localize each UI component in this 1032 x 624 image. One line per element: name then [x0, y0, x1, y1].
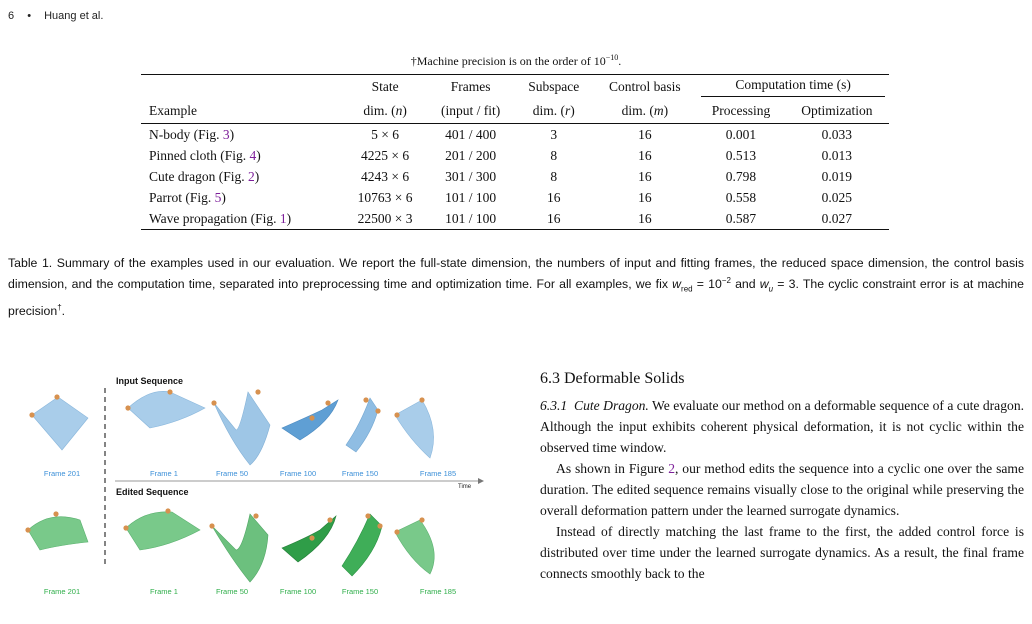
summary-table	[141, 74, 889, 230]
header-authors: Huang et al.	[44, 10, 104, 22]
table-row: Wave propagation (Fig. 1) 22500 × 3 101 / 100 16 16 0.587 0.027	[141, 208, 889, 230]
blue-cloth-frame-150	[346, 397, 381, 452]
running-header	[8, 10, 113, 22]
green-cloth-frame-185	[394, 517, 434, 574]
paragraph-1: 6.3.1 Cute Dragon. We evaluate our method on a deformable sequence of a cute dragon. Although the input exhibits coherent physical deformation, it is not cyclic within the observed time window.	[540, 398, 1025, 455]
frame-label-green-150: Frame 150	[341, 587, 379, 596]
blue-cloth-frame-1	[125, 389, 205, 428]
frame-label-green-201: Frame 201	[43, 587, 81, 596]
frame-label-blue-50: Frame 50	[215, 469, 249, 478]
table-row: Cute dragon (Fig. 2) 4243 × 6 301 / 300 8 16 0.798 0.019	[149, 168, 853, 184]
col-example: Example	[149, 103, 197, 118]
time-axis-label: Time	[458, 484, 472, 490]
col-frames-1: Frames	[426, 75, 514, 100]
blue-cloth-frame-100	[282, 400, 338, 440]
section-text	[540, 368, 1024, 584]
blue-cloth-frame-50	[211, 389, 270, 465]
col-state-1: State	[344, 75, 427, 100]
frame-label-green-1: Frame 1	[150, 587, 178, 596]
table-header-row-1	[141, 75, 889, 100]
green-cloth-frame-50	[209, 513, 268, 582]
table-header-row-2	[141, 99, 889, 124]
table-row: Pinned cloth (Fig. 4) 4225 × 6 201 / 200 8 16 0.513 0.013	[149, 147, 853, 163]
green-cloth-frame-1	[123, 508, 200, 550]
frame-label-blue-1: Frame 1	[150, 469, 178, 478]
fig-link[interactable]: 3	[222, 126, 230, 142]
col-frames-2: (input / fit)	[441, 103, 501, 118]
fig-link[interactable]: 4	[249, 147, 257, 163]
table-row: Parrot (Fig. 5) 10763 × 6 101 / 100 16 16 0.558 0.025	[149, 189, 853, 205]
green-cloth-frame-100	[282, 516, 336, 562]
table-row: N-body (Fig. 3) 5 × 6 401 / 400 3 16 0.001 0.033	[141, 124, 889, 146]
col-control-1: Control basis	[593, 75, 698, 100]
col-control-2: dim. (m)	[621, 103, 669, 118]
frame-label-blue-185: Frame 185	[419, 469, 457, 478]
col-subspace-1: Subspace	[515, 75, 593, 100]
frame-label-blue-150: Frame 150	[341, 469, 379, 478]
input-sequence-label: Input Sequence	[116, 376, 184, 386]
fig-link[interactable]: 5	[214, 189, 222, 205]
frame-label-blue-201: Frame 201	[43, 469, 81, 478]
dragon-figure	[0, 370, 490, 624]
col-state-2: dim. (n)	[363, 103, 407, 118]
green-cloth-frame-150	[342, 513, 383, 576]
frame-label-blue-100: Frame 100	[279, 469, 317, 478]
cloth-sequence-illustration	[0, 370, 490, 624]
edited-sequence-label: Edited Sequence	[116, 487, 189, 497]
fig-link[interactable]: 2	[248, 168, 255, 184]
blue-cloth-frame-201	[29, 394, 88, 450]
green-cloth-frame-201	[25, 511, 88, 550]
header-bullet: •	[27, 10, 32, 22]
fig-link[interactable]: 2	[668, 461, 676, 476]
frame-label-green-100: Frame 100	[279, 587, 317, 596]
blue-cloth-frame-185	[394, 397, 433, 458]
section-title: 6.3 Deformable Solids	[540, 370, 685, 387]
col-subspace-2: dim. (r)	[532, 103, 575, 118]
col-computation: Computation time (s)	[697, 75, 889, 100]
fig-link[interactable]: 1	[279, 210, 287, 226]
frame-label-green-50: Frame 50	[215, 587, 249, 596]
paragraph-2: As shown in Figure 2, our method edits the sequence into a cyclic one over the same duration. The edited sequence remains visually close to the original while preserving the overall deformation pattern under the learned surrogate dynamics.	[540, 461, 1024, 518]
page-number: 6	[8, 10, 15, 22]
frame-label-green-185: Frame 185	[419, 587, 457, 596]
table-caption: Table 1. Summary of the examples used in our evaluation. We report the full-state dimension, the numbers of input and fitting frames, the reduced space dimension, the control basis dimension, and the computation time, separated into preprocessing time and optimization time. For all examples, we fix $w_{red} = 10^{-2}$ and $w_u = 3$. The cyclic constraint error is at machine precision†.	[8, 256, 1024, 318]
table-footnote: †Machine precision is on the order of $10^{-10}$.	[410, 53, 622, 68]
col-optimization: Optimization	[801, 103, 873, 118]
paragraph-3: Instead of directly matching the last frame to the first, the added control force is distributed over time under the learned surrogate dynamics. As a result, the final frame connects smoothly back to the	[540, 524, 1024, 581]
col-processing: Processing	[711, 103, 771, 118]
